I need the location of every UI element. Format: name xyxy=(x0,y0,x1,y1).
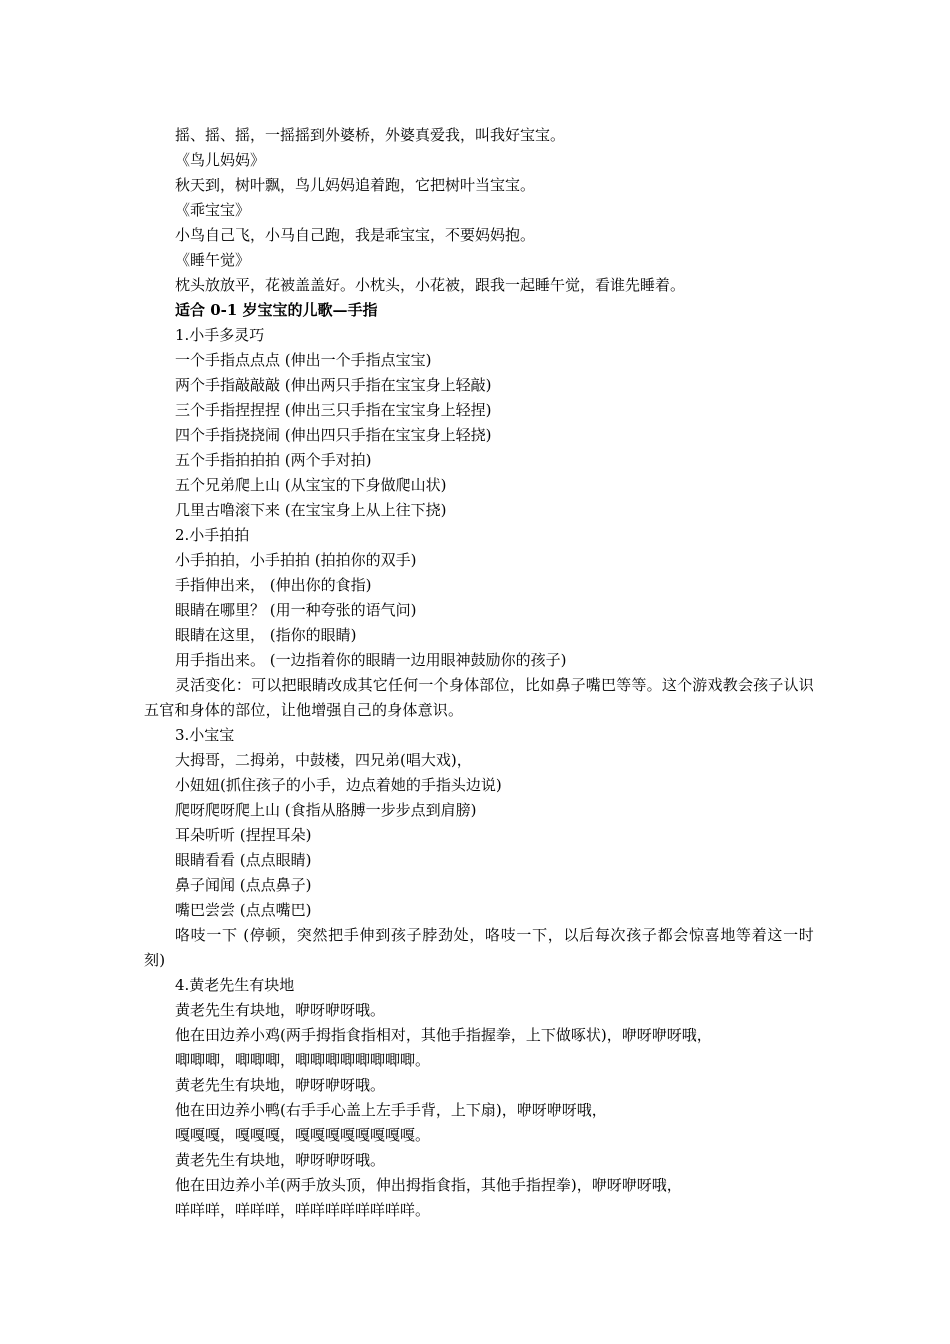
song-line: 他在田边养小羊(两手放头顶，伸出拇指食指，其他手指捏拳)，咿呀咿呀哦， xyxy=(175,1176,682,1194)
song-line: 一个手指点点点 (伸出一个手指点宝宝) xyxy=(175,351,432,369)
song-line: 黄老先生有块地，咿呀咿呀哦。 xyxy=(175,1001,386,1019)
song-line: 嘎嘎嘎，嘎嘎嘎，嘎嘎嘎嘎嘎嘎嘎嘎。 xyxy=(175,1126,431,1144)
song-line: 咩咩咩，咩咩咩，咩咩咩咩咩咩咩咩。 xyxy=(175,1201,431,1219)
song-line: 枕头放放平，花被盖盖好。小枕头，小花被，跟我一起睡午觉，看谁先睡着。 xyxy=(175,276,686,294)
song-line: 他在田边养小鸡(两手拇指食指相对，其他手指握拳，上下做啄状)，咿呀咿呀哦， xyxy=(175,1026,712,1044)
section-heading: 适合 0-1 岁宝宝的儿歌—手指 xyxy=(175,301,378,319)
song-line: 三个手指捏捏捏 (伸出三只手指在宝宝身上轻捏) xyxy=(175,401,492,419)
song-title-bird-mother: 《鸟儿妈妈》 xyxy=(175,151,266,169)
song-line: 眼睛看看 (点点眼睛) xyxy=(175,851,312,869)
song-line: 嘴巴尝尝 (点点嘴巴) xyxy=(175,901,312,919)
lullaby-line: 摇、摇、摇，一摇摇到外婆桥，外婆真爱我，叫我好宝宝。 xyxy=(175,126,566,144)
song-line: 四个手指挠挠闹 (伸出四只手指在宝宝身上轻挠) xyxy=(175,426,492,444)
song-line: 五个手指拍拍拍 (两个手对拍) xyxy=(175,451,372,469)
variation-paragraph: 灵活变化：可以把眼睛改成其它任何一个身体部位，比如鼻子嘴巴等等。这个游戏教会孩子认识五官和身体的部位，让他增强自己的身体意识。 xyxy=(144,676,814,719)
tickle-paragraph: 咯吱一下 (停顿，突然把手伸到孩子脖劲处，咯吱一下，以后每次孩子都会惊喜地等着这一时刻) xyxy=(144,926,814,969)
song-line: 黄老先生有块地，咿呀咿呀哦。 xyxy=(175,1076,386,1094)
song-line: 他在田边养小鸭(右手手心盖上左手手背，上下扇)，咿呀咿呀哦， xyxy=(175,1101,607,1119)
song-line: 用手指出来。 (一边指着你的眼睛一边用眼神鼓励你的孩子) xyxy=(175,651,567,669)
song-title-good-baby: 《乖宝宝》 xyxy=(175,201,251,219)
subsection-title: 4.黄老先生有块地 xyxy=(175,976,295,994)
song-line: 小妞妞(抓住孩子的小手，边点着她的手指头边说) xyxy=(175,776,502,794)
song-line: 眼睛在这里， (指你的眼睛) xyxy=(175,626,357,644)
song-line: 手指伸出来， (伸出你的食指) xyxy=(175,576,372,594)
song-line: 秋天到，树叶飘，鸟儿妈妈追着跑，它把树叶当宝宝。 xyxy=(175,176,536,194)
subsection-title: 2.小手拍拍 xyxy=(175,526,250,544)
subsection-title: 1.小手多灵巧 xyxy=(175,326,265,344)
subsection-title: 3.小宝宝 xyxy=(175,726,235,744)
song-line: 眼睛在哪里？ (用一种夸张的语气问) xyxy=(175,601,417,619)
song-line: 耳朵听听 (捏捏耳朵) xyxy=(175,826,312,844)
song-line: 唧唧唧，唧唧唧，唧唧唧唧唧唧唧唧。 xyxy=(175,1051,431,1069)
song-title-nap: 《睡午觉》 xyxy=(175,251,251,269)
song-line: 五个兄弟爬上山 (从宝宝的下身做爬山状) xyxy=(175,476,447,494)
song-line: 小鸟自己飞，小马自己跑，我是乖宝宝，不要妈妈抱。 xyxy=(175,226,536,244)
song-line: 大拇哥，二拇弟，中鼓楼，四兄弟(唱大戏)， xyxy=(175,751,472,769)
song-line: 两个手指敲敲敲 (伸出两只手指在宝宝身上轻敲) xyxy=(175,376,492,394)
song-line: 几里古噜滚下来 (在宝宝身上从上往下挠) xyxy=(175,501,447,519)
song-line: 鼻子闻闻 (点点鼻子) xyxy=(175,876,312,894)
song-line: 小手拍拍，小手拍拍 (拍拍你的双手) xyxy=(175,551,417,569)
document-body xyxy=(144,123,814,1223)
song-line: 黄老先生有块地，咿呀咿呀哦。 xyxy=(175,1151,386,1169)
song-line: 爬呀爬呀爬上山 (食指从胳膊一步步点到肩膀) xyxy=(175,801,477,819)
